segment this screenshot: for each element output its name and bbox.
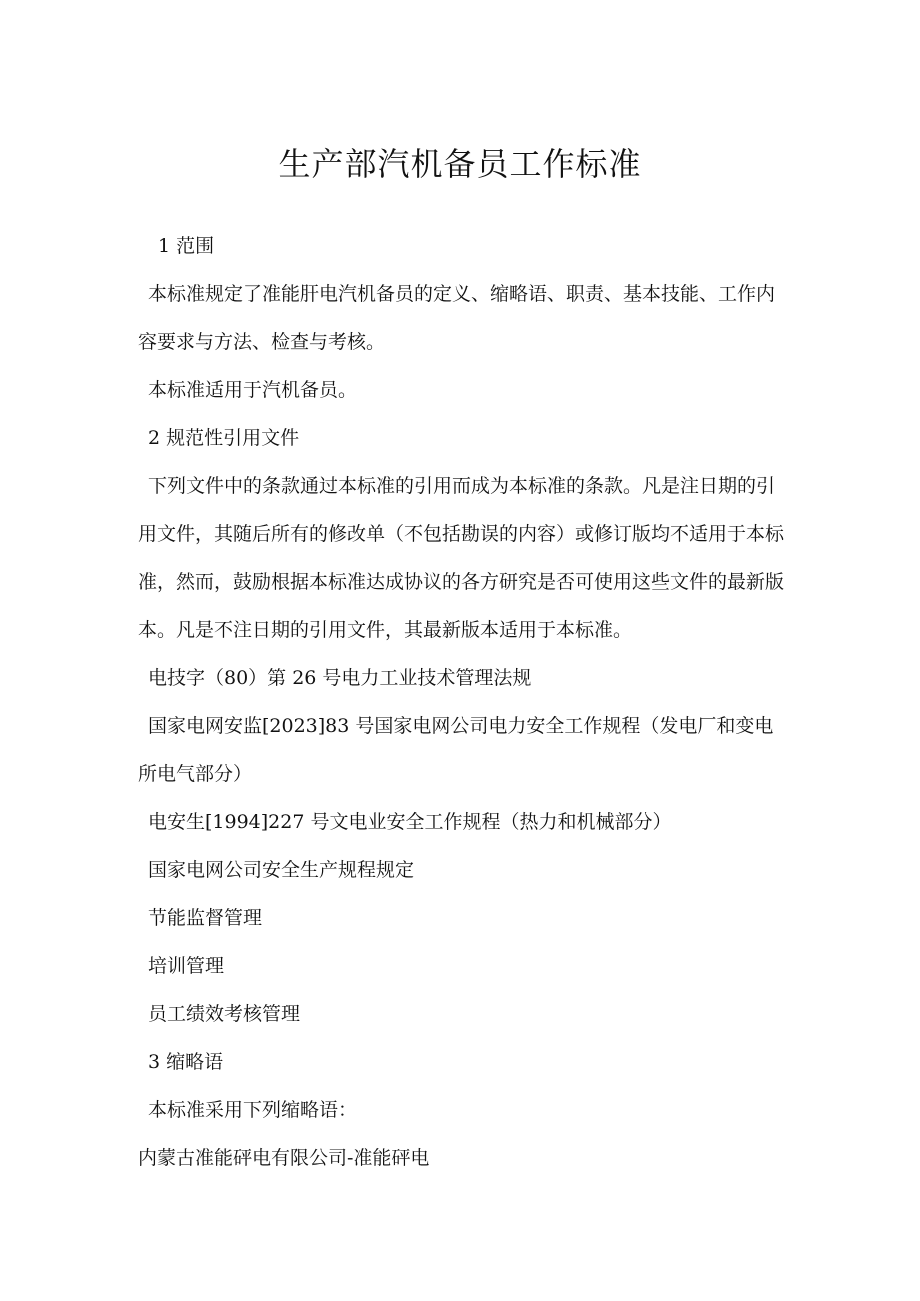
reference-item: 培训管理 [148,955,225,977]
abbreviation-item: 内蒙古准能砰电有限公司-准能砰电 [138,1147,430,1169]
reference-item: 电安生[1994]227 号文电业安全工作规程（热力和机械部分） [148,811,672,833]
paragraph: 本标准采用下列缩略语： [148,1099,358,1121]
paragraph: 下列文件中的条款通过本标准的引用而成为本标准的条款。凡是注日期的引用文件，其随后所有的修改单（不包括勘误的内容）或修订版均不适用于本标准，然而，鼓励根据本标准达成协议的各方研究是否可使用这些文件的最新版本。凡是不注日期的引用文件，其最新版本适用于本标准。 [138,475,785,641]
section-heading-abbreviations: 3 缩略语 [148,1051,224,1073]
page-title: 生产部汽机备员工作标准 [278,145,642,183]
section-heading-scope: 1 范围 [158,235,215,257]
reference-item: 员工绩效考核管理 [148,1003,301,1025]
paragraph: 本标准规定了准能肝电汽机备员的定义、缩略语、职责、基本技能、工作内容要求与方法、检查与考核。 [138,283,776,353]
reference-item: 电技字（80）第 26 号电力工业技术管理法规 [148,667,532,689]
reference-item: 国家电网公司安全生产规程规定 [148,859,415,881]
reference-item: 国家电网安监[2023]83 号国家电网公司电力安全工作规程（发电厂和变电所电气部分） [138,715,774,785]
section-heading-references: 2 规范性引用文件 [148,427,300,449]
reference-item: 节能监督管理 [148,907,263,929]
document-body [138,222,784,1182]
paragraph: 本标准适用于汽机备员。 [148,379,358,401]
